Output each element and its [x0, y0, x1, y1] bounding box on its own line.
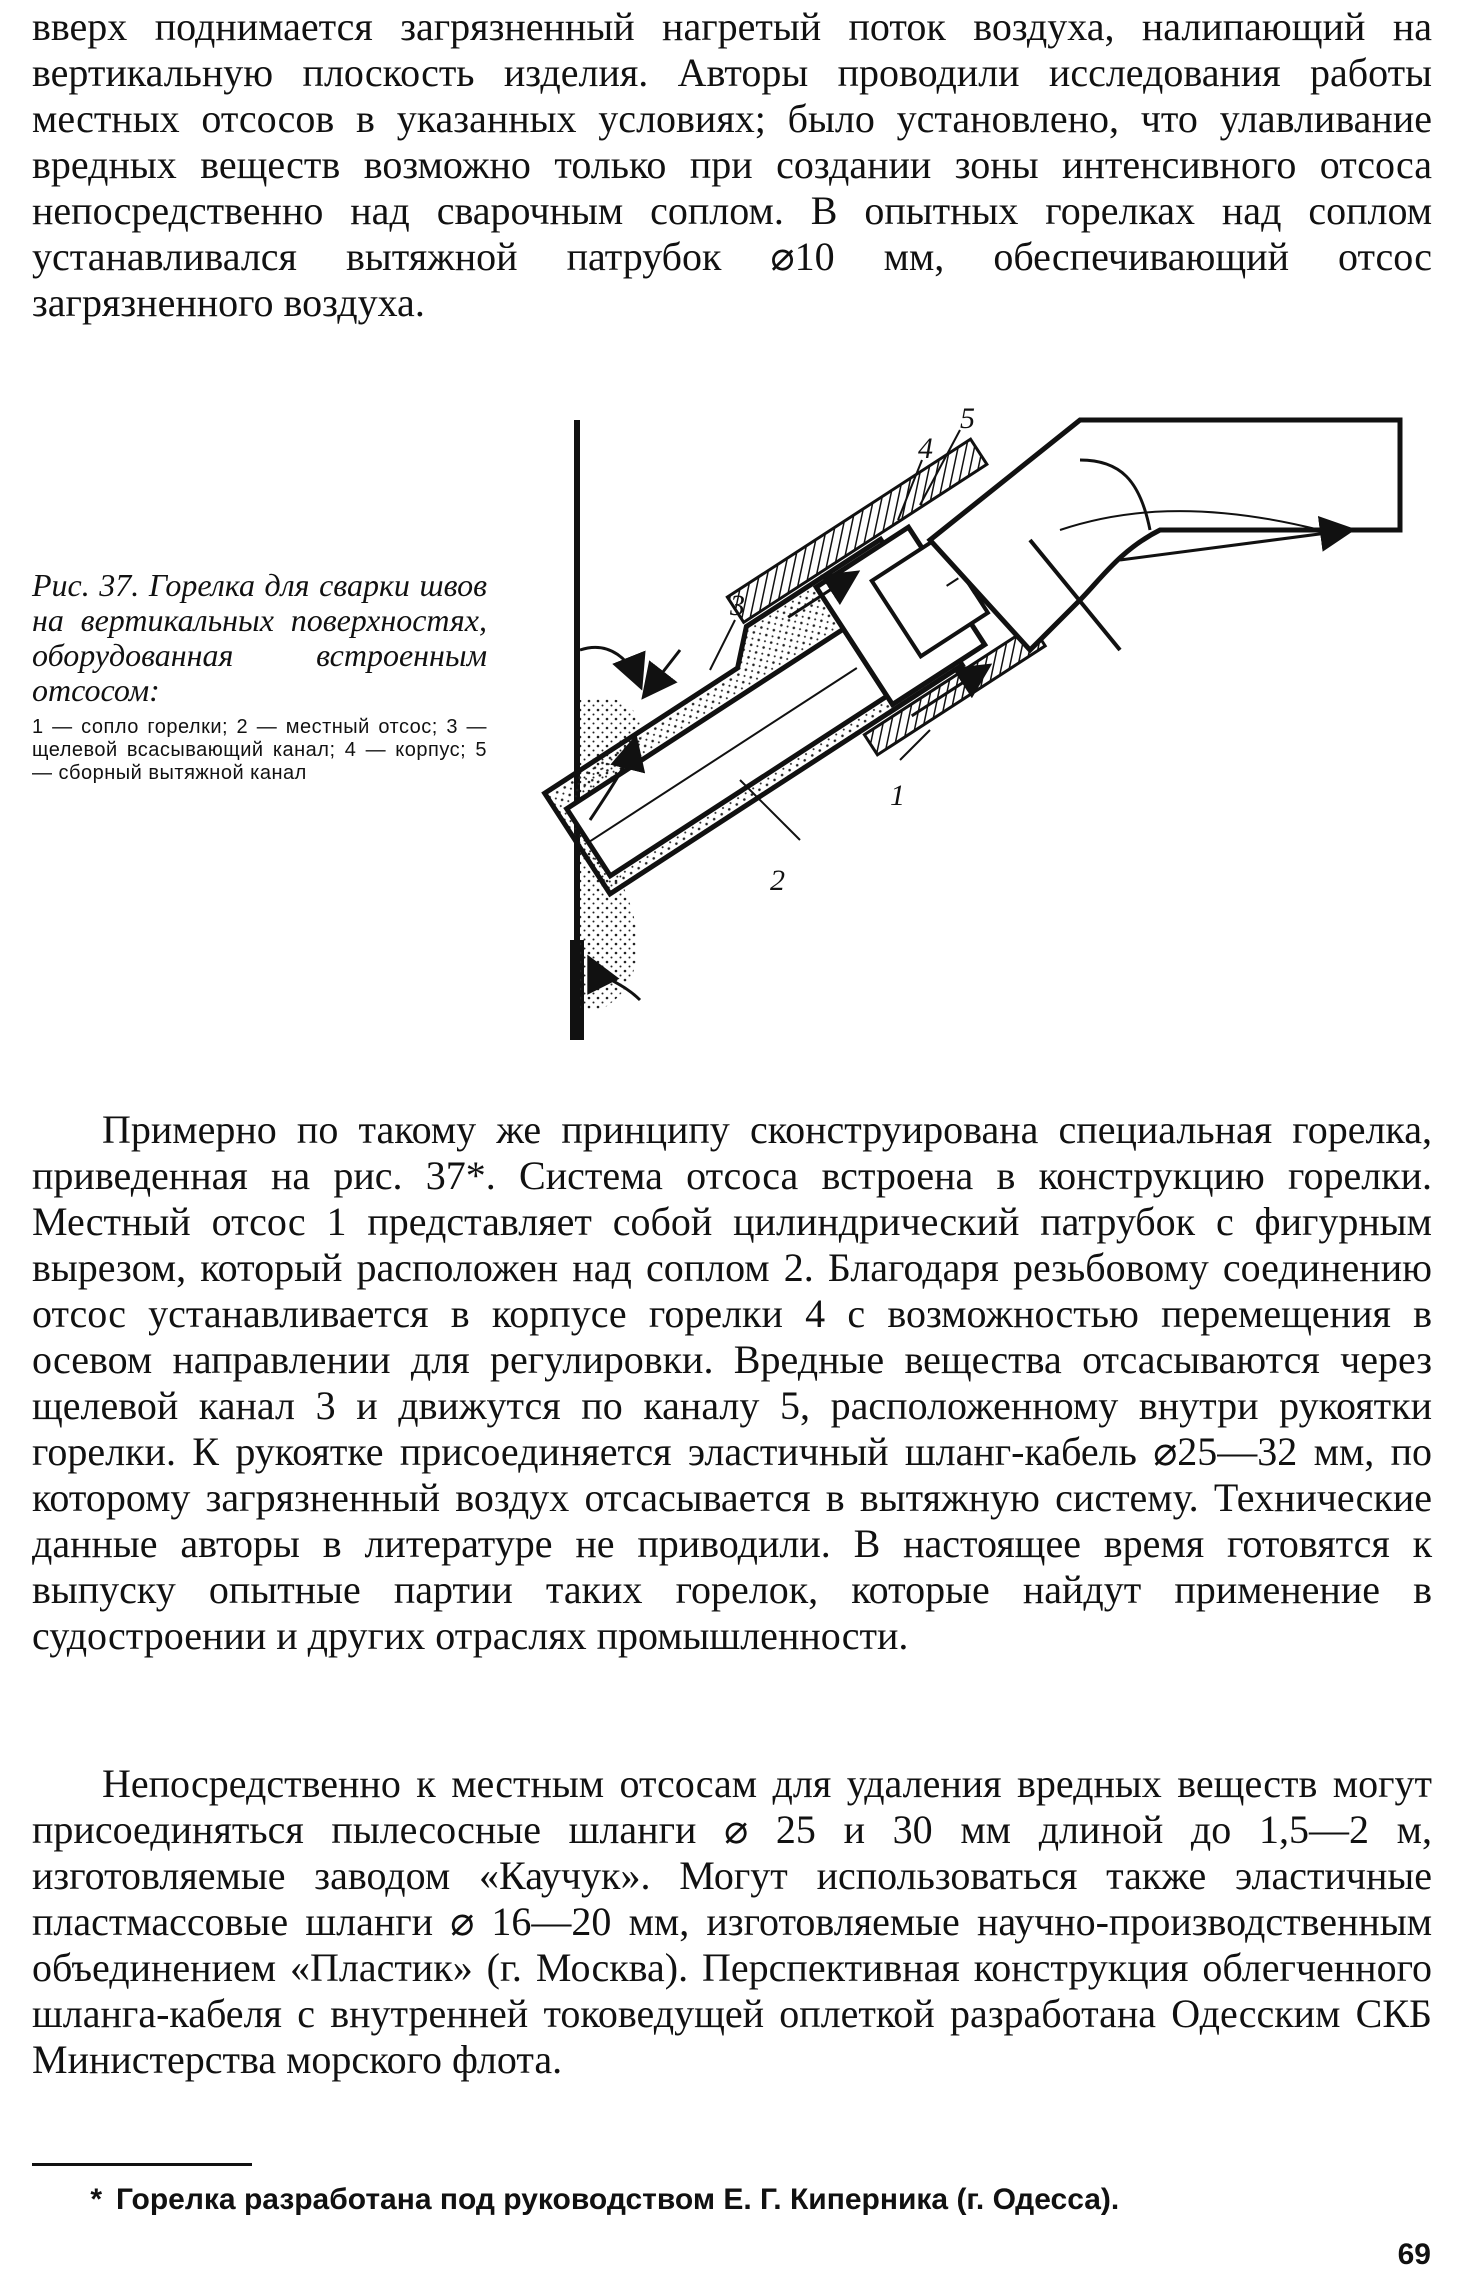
paragraph-intro: вверх поднимается загрязненный нагретый поток воздуха, налипающий на вертикальную плоскость изделия. Авторы проводили исследования работы местных отсосов в указанных условиях; было установлено, что улавливание вредных веществ возможно только при создании зоны интенсивного отсоса непосредственно над сварочным соплом. В опытных горелках над соплом устанавливался вытяжной патрубок ⌀10 мм, обеспечивающий отсос загрязненного воздуха.: [32, 4, 1432, 325]
footnote-rule: [32, 2163, 252, 2166]
torch-drawing: [560, 402, 1420, 1060]
label-2: 2: [770, 864, 785, 897]
footnote: [32, 2182, 1432, 2218]
page-number: 69: [1397, 2238, 1431, 2271]
paragraph-torch-description: Примерно по такому же принципу сконструирована специальная горелка, приведенная на рис. 37*. Система отсоса встроена в конструкцию горелки. Местный отсос 1 представляет собой цилиндрический патрубок с фигурным вырезом, который расположен над соплом 2. Благодаря резьбовому соединению отсос устанавливается в корпусе горелки 4 с возможностью перемещения в осевом направлении для регулировки. Вредные вещества отсасываются через щелевой канал 3 и движутся по каналу 5, расположенному внутри рукоятки горелки. К рукоятке присоединяется эластичный шланг-кабель ⌀25—32 мм, по которому загрязненный воздух отсасывается в вытяжную систему. Технические данные авторы в литературе не приводили. В настоящее время готовятся к выпуску опытные партии таких горелок, которые найдут применение в судостроении и других отраслях промышленности.: [32, 1107, 1432, 1658]
label-1: 1: [890, 779, 905, 812]
inflow-arrow-top: [580, 647, 640, 685]
handle-channel: [930, 420, 1400, 650]
footnote-text: Горелка разработана под руководством Е. Г. Киперника (г. Одесса).: [116, 2183, 1120, 2216]
label-4: 4: [918, 432, 933, 465]
torch-diagram: [560, 402, 1420, 1060]
figure-caption: [32, 568, 487, 785]
figure-legend: 1 — сопло горелки; 2 — местный отсос; 3 — щелевой всасывающий канал; 4 — корпус; 5 — сборный вытяжной канал: [32, 716, 487, 784]
paragraph-hoses: Непосредственно к местным отсосам для удаления вредных веществ могут присоединяться пылесосные шланги ⌀ 25 и 30 мм длиной до 1,5—2 м, изготовляемые заводом «Каучук». Могут использоваться также эластичные пластмассовые шланги ⌀ 16—20 мм, изготовляемые научно-производственным объединением «Пластик» (г. Москва). Перспективная конструкция облегченного шланга-кабеля с внутренней токоведущей оплеткой разработана Одесским СКБ Министерства морского флота.: [32, 1761, 1432, 2082]
figure-caption-title: Рис. 37. Горелка для сварки швов на вертикальных поверхностях, оборудованная встроенным отсосом:: [32, 567, 487, 708]
label-3: 3: [730, 589, 745, 622]
label-5: 5: [960, 402, 975, 435]
footnote-mark: *: [90, 2183, 102, 2216]
